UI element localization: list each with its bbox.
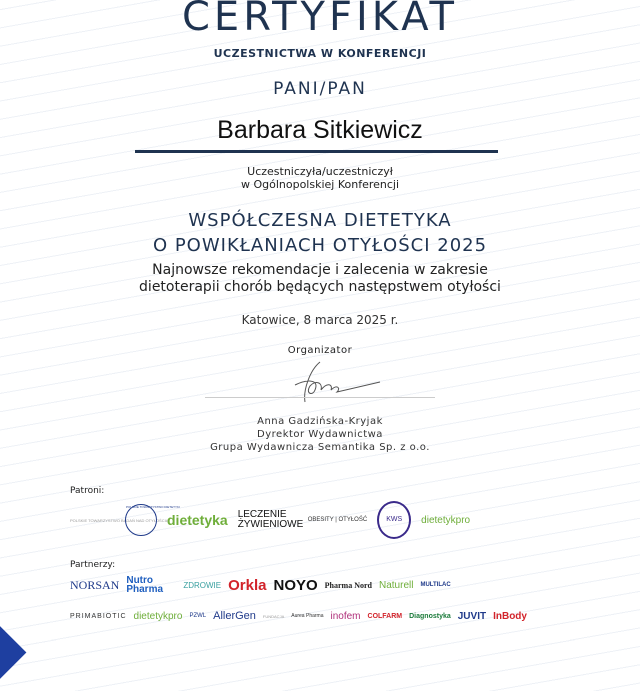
- partner-logo: dietetykpro: [133, 610, 183, 622]
- signature-image: [275, 360, 385, 405]
- partner-logo: inofem: [330, 610, 361, 622]
- organizer-name: Anna Gadzińska-Kryjak: [257, 416, 383, 427]
- partner-logo: Aurea Pharma: [291, 613, 324, 619]
- patron-logo: POLSKIE TOWARZYSTWO BADAŃ NAD OTYŁOŚCIĄ: [70, 517, 169, 523]
- organizer-info: [0, 415, 640, 454]
- patron-logo: OBESITY | OTYŁOŚĆ: [307, 517, 368, 523]
- partners-logos-row-1: [70, 576, 451, 594]
- partner-logo: Orkla: [228, 576, 267, 594]
- partner-logo: AllerGen: [213, 610, 256, 622]
- conference-title-line: O POWIKŁANIACH OTYŁOŚCI 2025: [152, 235, 488, 256]
- conference-subtitle: [0, 262, 640, 296]
- organizer-label: Organizator: [287, 345, 353, 356]
- partner-logo: ZDROWIE: [183, 580, 222, 590]
- partner-logo: Diagnostyka: [409, 612, 451, 620]
- patrons-label: Patroni:: [70, 486, 105, 496]
- partner-logo: Pharma Nord: [324, 580, 372, 590]
- salutation: PANI/PAN: [273, 79, 367, 99]
- patron-logo: dietetykpro: [421, 514, 471, 526]
- partner-logo: FUNDACJA: [262, 613, 285, 619]
- conference-title-line: WSPÓŁCZESNA DIETETYKA: [188, 210, 452, 231]
- organizer-company: Grupa Wydawnicza Semantika Sp. z o.o.: [210, 442, 430, 453]
- patrons-logos: [70, 500, 470, 540]
- partner-logo: NORSAN: [70, 577, 120, 592]
- partners-label: Partnerzy:: [70, 560, 116, 570]
- certificate-title: CERTYFIKAT: [182, 0, 458, 40]
- partner-logo: Naturell: [379, 579, 414, 591]
- conference-subtitle-line: Najnowsze rekomendacje i zalecenia w zakresie: [152, 262, 488, 278]
- partner-logo: Nutro Pharma: [126, 575, 164, 595]
- patron-logo: LECZENIE ŻYWIENIOWE: [237, 509, 304, 530]
- participant-name: Barbara Sitkiewicz: [217, 116, 423, 144]
- partner-logo: InBody: [493, 610, 527, 622]
- partner-logo: NOYO: [273, 576, 318, 594]
- name-underline: [135, 150, 498, 153]
- participation-line: w Ogólnopolskiej Konferencji: [240, 178, 400, 191]
- conference-subtitle-line: dietoterapii chorób będących następstwem otyłości: [139, 279, 501, 295]
- conference-title: [0, 208, 640, 258]
- patron-logo: dietetyka: [167, 512, 228, 528]
- partner-logo: COLFARM: [367, 612, 403, 620]
- participation-text: [0, 165, 640, 191]
- partners-logos-row-2: [70, 610, 527, 622]
- partner-logo: JUVIT: [457, 610, 487, 622]
- partner-logo: PRIMABIOTIC: [70, 612, 127, 620]
- organizer-role: Dyrektor Wydawnictwa: [257, 429, 383, 440]
- patron-logo: KWS: [377, 501, 411, 539]
- certificate-subtitle: UCZESTNICTWA W KONFERENCJI: [213, 47, 427, 60]
- partner-logo: MULTILAC: [420, 582, 451, 588]
- participation-line: Uczestniczyła/uczestniczył: [247, 165, 393, 178]
- date-place: Katowice, 8 marca 2025 r.: [241, 313, 399, 327]
- patron-logo: POLSKIE TOWARZYSTWO DIETETYKI: [125, 504, 157, 536]
- decorative-corner: [0, 614, 26, 691]
- partner-logo: PZWL: [189, 613, 207, 619]
- signature-line: [205, 397, 435, 398]
